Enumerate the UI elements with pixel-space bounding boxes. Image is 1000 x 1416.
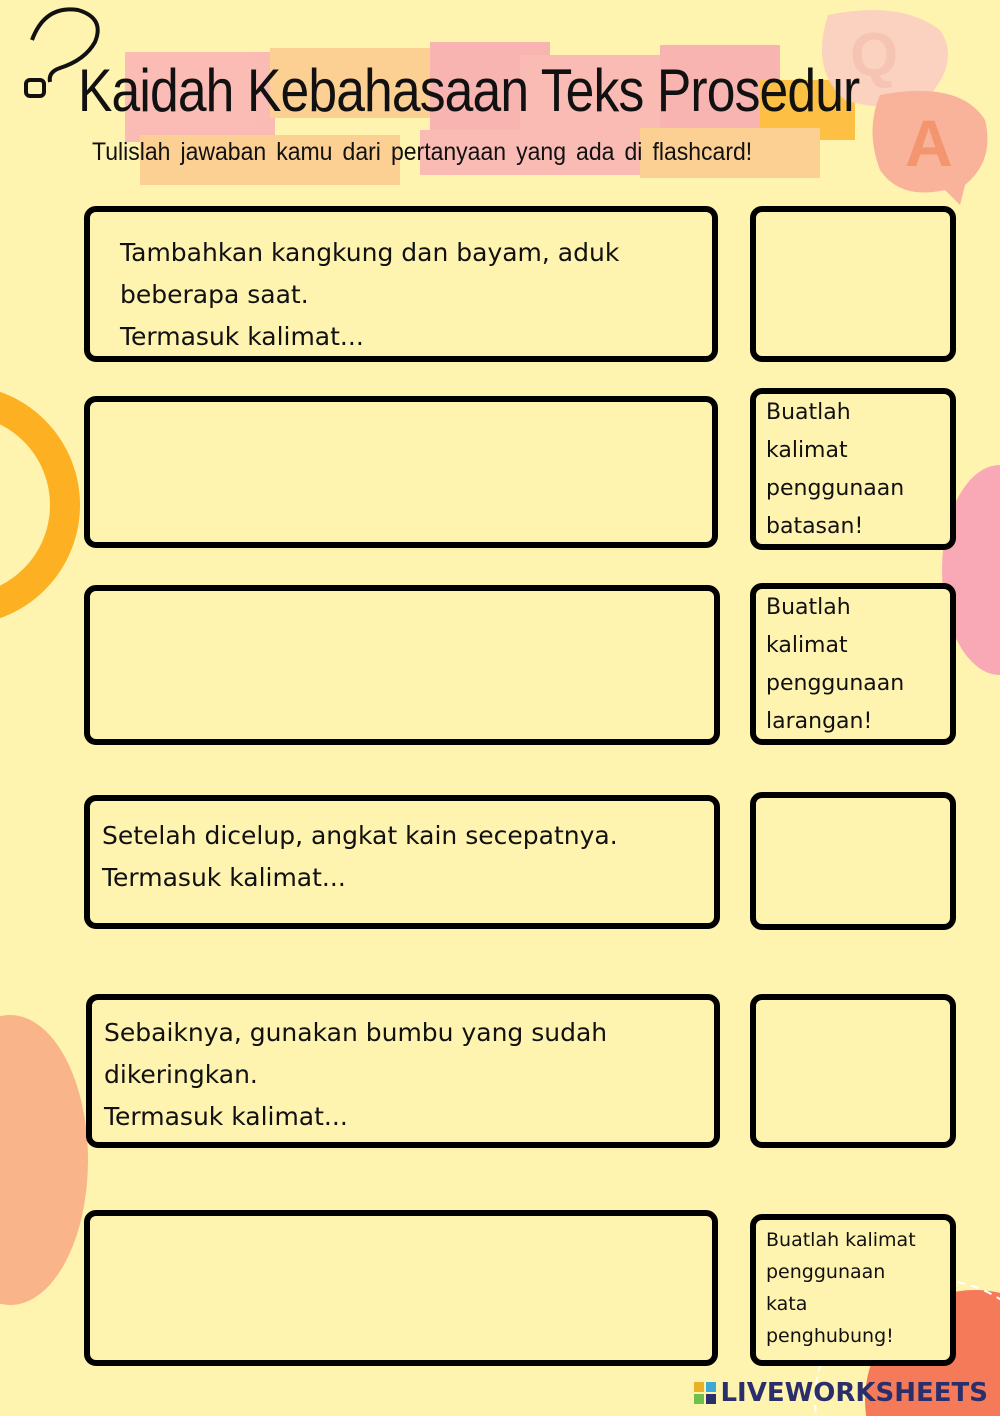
- prompt-box-5: [86, 994, 720, 1148]
- a-letter-icon: A: [905, 106, 953, 180]
- q-letter-icon: Q: [850, 21, 899, 90]
- prompt-text: Setelah dicelup, angkat kain secepatnya. Termasuk kalimat...: [102, 821, 618, 892]
- prompt-text: Buatlah kalimat penggunaan kata penghubung!: [766, 1229, 916, 1347]
- answer-input-1[interactable]: [750, 206, 956, 362]
- prompt-box-4: [84, 795, 720, 929]
- prompt-box-6: [750, 1214, 956, 1366]
- prompt-text: Buatlah kalimat penggunaan batasan!: [766, 400, 905, 539]
- prompt-box-3: [750, 583, 956, 745]
- answer-input-5[interactable]: [750, 994, 956, 1148]
- prompt-text: Sebaiknya, gunakan bumbu yang sudah dikeringkan. Termasuk kalimat...: [104, 1018, 608, 1131]
- answer-input-4[interactable]: [750, 792, 956, 930]
- prompt-box-2: [750, 388, 956, 550]
- brand-grid-icon: [694, 1382, 716, 1404]
- answer-input-6[interactable]: [84, 1210, 718, 1366]
- brand-name: LIVEWORKSHEETS: [720, 1378, 988, 1408]
- answer-input-3[interactable]: [84, 585, 720, 745]
- prompt-text: Buatlah kalimat penggunaan larangan!: [766, 595, 905, 734]
- peach-blob-shape: [0, 1015, 88, 1305]
- liveworksheets-logo: [694, 1378, 988, 1408]
- prompt-text: Tambahkan kangkung dan bayam, aduk beberapa saat. Termasuk kalimat...: [120, 238, 620, 351]
- prompt-box-1: [84, 206, 718, 362]
- page-subtitle: Tulislah jawaban kamu dari pertanyaan yang ada di flashcard!: [92, 138, 753, 166]
- answer-input-2[interactable]: [84, 396, 718, 548]
- orange-ring-shape: [0, 400, 65, 610]
- page-title: Kaidah Kebahasaan Teks Prosedur: [78, 57, 860, 124]
